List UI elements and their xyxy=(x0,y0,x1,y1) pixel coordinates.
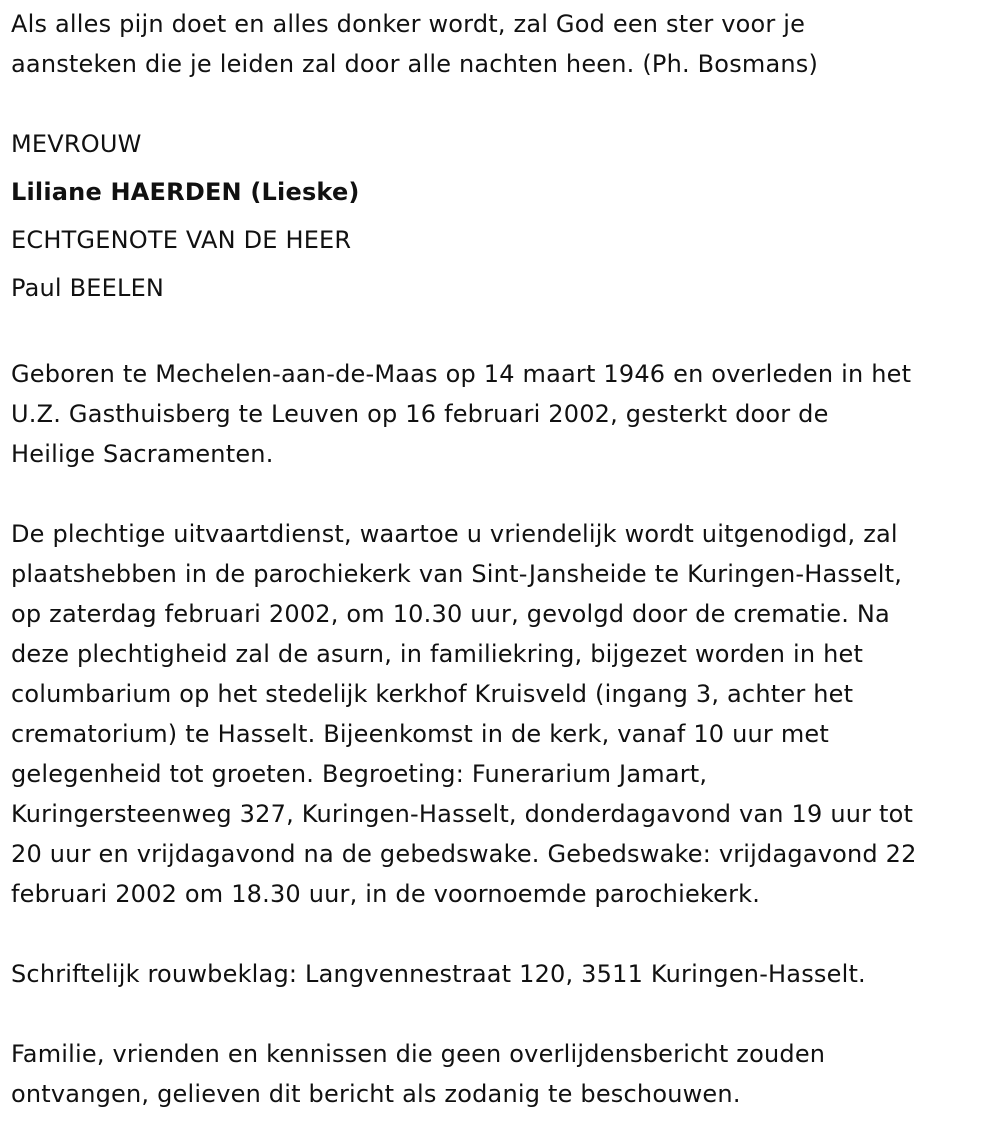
quote-paragraph xyxy=(11,4,996,84)
closing-paragraph xyxy=(11,1034,996,1114)
paragraph-line: crematorium) te Hasselt. Bijeenkomst in de kerk, vanaf 10 uur met xyxy=(11,720,829,748)
paragraph-line: gelegenheid tot groeten. Begroeting: Funerarium Jamart, xyxy=(11,760,708,788)
paragraph-line: 20 uur en vrijdagavond na de gebedswake. Gebedswake: vrijdagavond 22 xyxy=(11,840,917,868)
spacer xyxy=(11,316,996,354)
paragraph-line: Heilige Sacramenten. xyxy=(11,440,274,468)
quote-line: aansteken die je leiden zal door alle nachten heen. (Ph. Bosmans) xyxy=(11,50,819,78)
paragraph-line: U.Z. Gasthuisberg te Leuven op 16 februari 2002, gesterkt door de xyxy=(11,400,829,428)
paragraph-line: plaatshebben in de parochiekerk van Sint-Jansheide te Kuringen-Hasselt, xyxy=(11,560,903,588)
paragraph-line: De plechtige uitvaartdienst, waartoe u vriendelijk wordt uitgenodigd, zal xyxy=(11,520,898,548)
spacer xyxy=(11,994,996,1034)
paragraph-line: op zaterdag februari 2002, om 10.30 uur, gevolgd door de crematie. Na xyxy=(11,600,890,628)
relation-text: ECHTGENOTE VAN DE HEER xyxy=(11,226,352,254)
quote-line: Als alles pijn doet en alles donker wordt, zal God een ster voor je xyxy=(11,10,806,38)
paragraph-line: deze plechtigheid zal de asurn, in familiekring, bijgezet worden in het xyxy=(11,640,864,668)
paragraph-line: Kuringersteenweg 327, Kuringen-Hasselt, donderdagavond van 19 uur tot xyxy=(11,800,914,828)
spacer xyxy=(11,914,996,954)
paragraph-line: columbarium op het stedelijk kerkhof Kruisveld (ingang 3, achter het xyxy=(11,680,854,708)
paragraph-line: Schriftelijk rouwbeklag: Langvennestraat 120, 3511 Kuringen-Hasselt. xyxy=(11,960,866,988)
heading-block xyxy=(11,124,996,316)
paragraph-line: februari 2002 om 18.30 uur, in de voornoemde parochiekerk. xyxy=(11,880,761,908)
deceased-name: Liliane HAERDEN (Lieske) xyxy=(11,178,360,206)
salutation: MEVROUW xyxy=(11,130,142,158)
birth-death-paragraph xyxy=(11,354,996,474)
paragraph-line: ontvangen, gelieven dit bericht als zodanig te beschouwen. xyxy=(11,1080,741,1108)
spacer xyxy=(11,84,996,124)
death-notice xyxy=(11,4,996,1114)
paragraph-line: Geboren te Mechelen-aan-de-Maas op 14 maart 1946 en overleden in het xyxy=(11,360,912,388)
spacer xyxy=(11,474,996,514)
funeral-paragraph xyxy=(11,514,996,914)
spouse-name: Paul BEELEN xyxy=(11,274,165,302)
paragraph-line: Familie, vrienden en kennissen die geen overlijdensbericht zouden xyxy=(11,1040,826,1068)
condolences-paragraph xyxy=(11,954,996,994)
